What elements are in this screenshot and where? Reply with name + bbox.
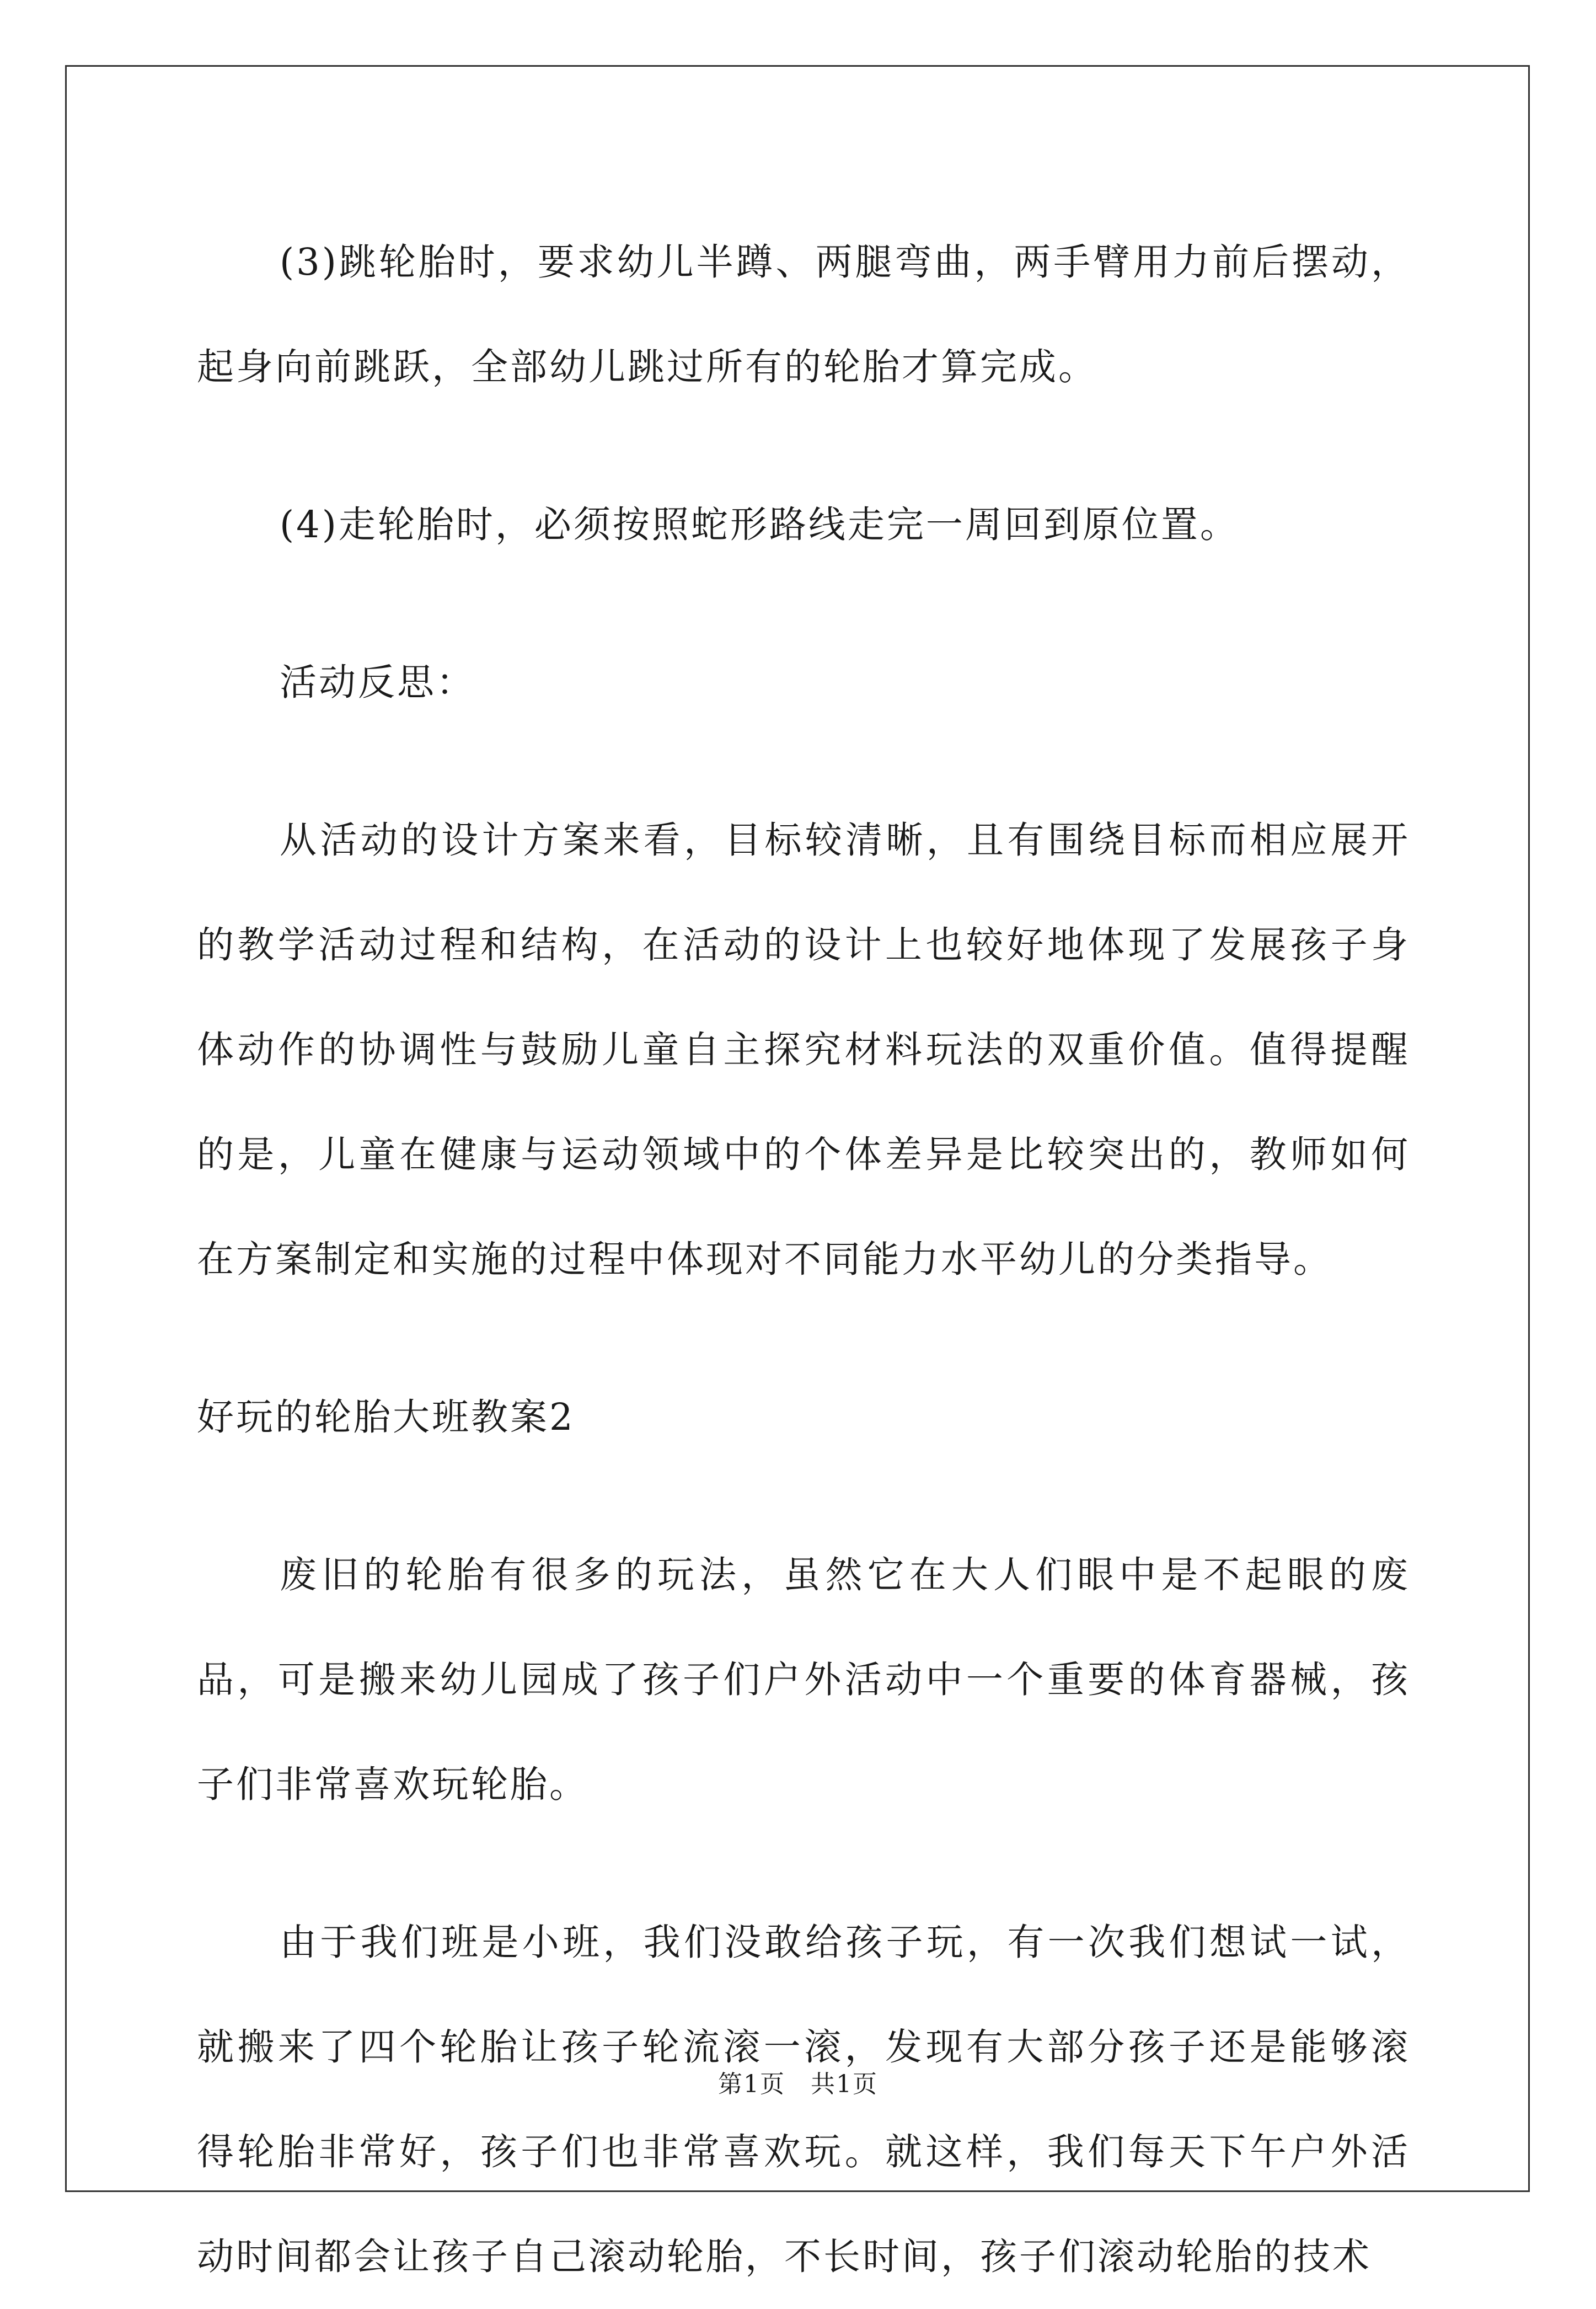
paragraph-walk-tires: (4)走轮胎时，必须按照蛇形路线走完一周回到原位置。: [280, 503, 1239, 546]
paragraph-jump-tires: (3)跳轮胎时，要求幼儿半蹲、两腿弯曲，两手臂用力前后摆动，起身向前跳跃，全部幼儿跳过所有的轮胎才算完成。: [197, 240, 1410, 388]
page-number: 第1页 共1页: [718, 2070, 878, 2098]
document-body: [197, 210, 1410, 2309]
paragraph-waste-tires: 废旧的轮胎有很多的玩法，虽然它在大人们眼中是不起眼的废品，可是搬来幼儿园成了孩子们户外活动中一个重要的体育器械，孩子们非常喜欢玩轮胎。: [197, 1553, 1410, 1806]
lesson-plan-title: 好玩的轮胎大班教案2: [197, 1396, 575, 1439]
paragraph-small-class: 由于我们班是小班，我们没敢给孩子玩，有一次我们想试一试，就搬来了四个轮胎让孩子轮流滚一滚，发现有大部分孩子还是能够滚得轮胎非常好，孩子们也非常喜欢玩。就这样，我们每天下午户外活动时间都会让孩子自己滚动轮胎，不长时间，孩子们滚动轮胎的技术: [197, 1921, 1410, 2278]
paragraph-reflection: 从活动的设计方案来看，目标较清晰，且有围绕目标而相应展开的教学活动过程和结构，在活动的设计上也较好地体现了发展孩子身体动作的协调性与鼓励儿童自主探究材料玩法的双重价值。值得提醒的是，儿童在健康与运动领域中的个体差异是比较突出的，教师如何在方案制定和实施的过程中体现对不同能力水平幼儿的分类指导。: [197, 819, 1410, 1281]
section-heading-reflection: 活动反思：: [280, 661, 475, 704]
